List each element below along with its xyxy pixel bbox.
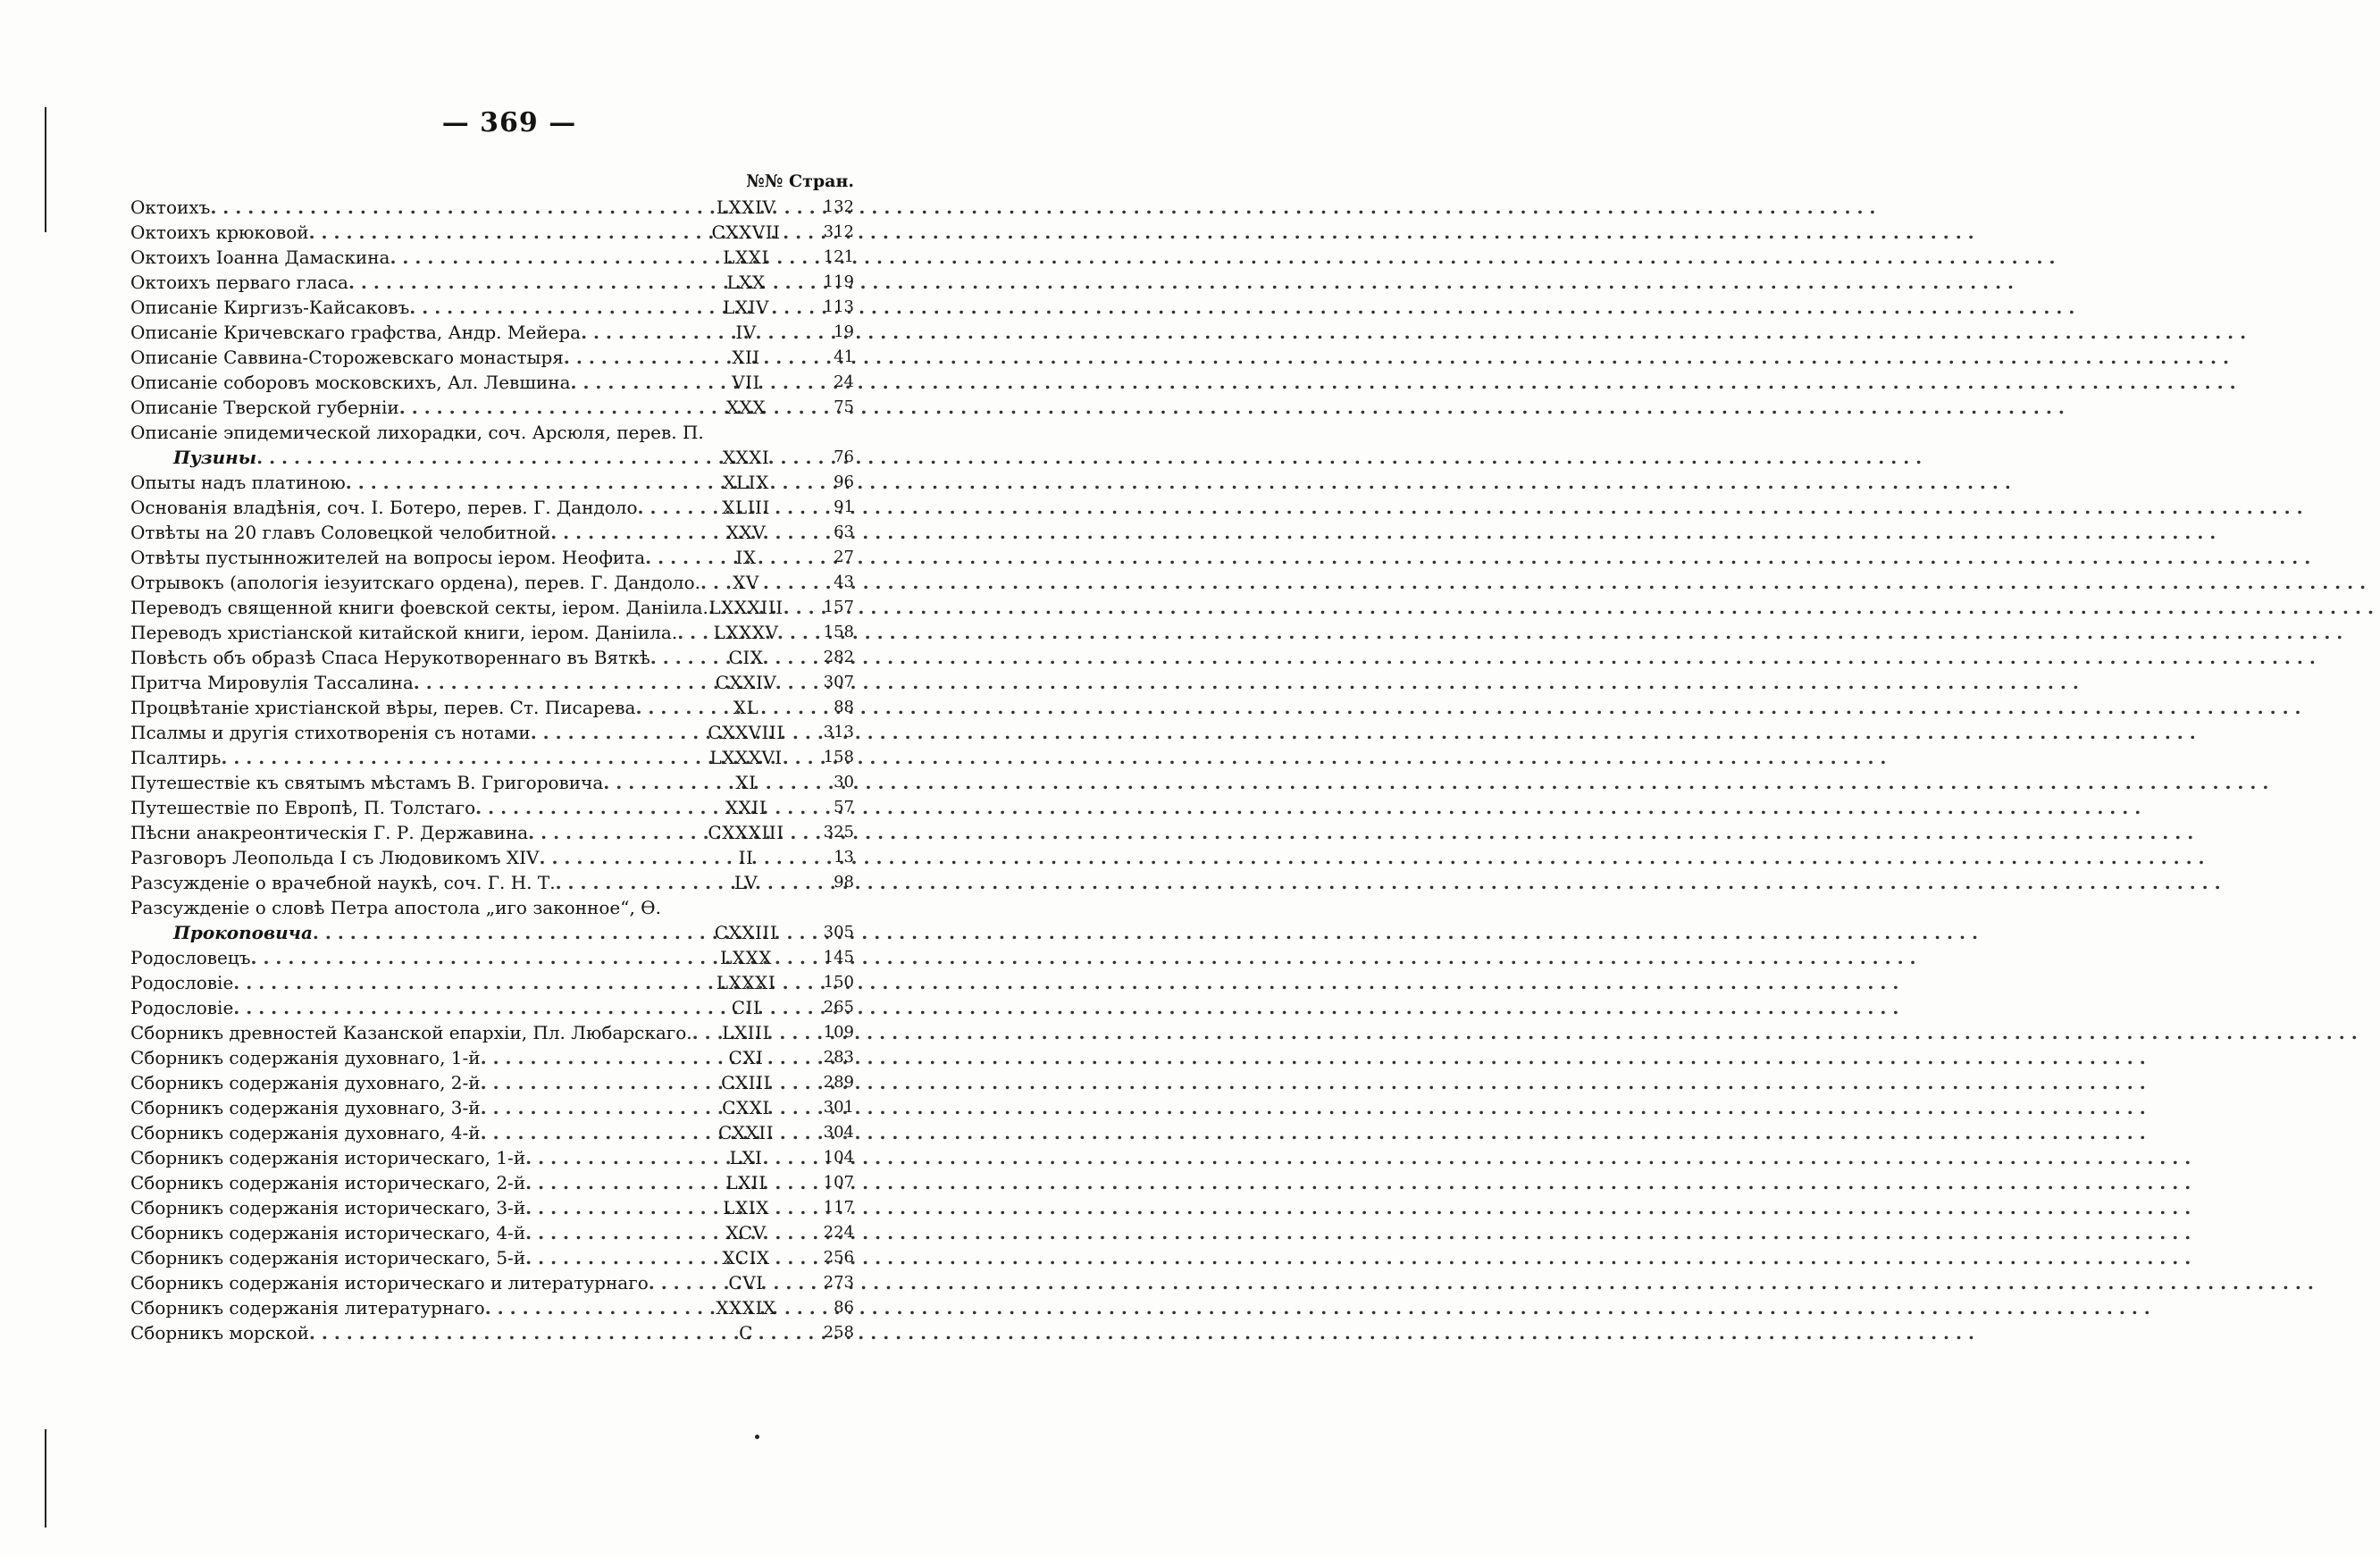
entry-number: XCIX [722, 1247, 770, 1268]
entry-title-wrap [130, 495, 688, 520]
index-entry [130, 745, 854, 770]
entry-title-wrap [130, 1220, 688, 1245]
entry-title-wrap [130, 895, 688, 945]
entry-number: LXXI [723, 247, 769, 268]
entry-continuation-line [130, 920, 684, 945]
index-entry [130, 695, 854, 720]
index-entry [130, 345, 854, 370]
entry-page: 113 [823, 297, 854, 316]
index-entry [130, 970, 854, 995]
entry-title: Переводъ христіанской китайской книги, іером. Даніила. [130, 622, 678, 643]
entry-title-wrap [130, 1195, 688, 1220]
index-entry [130, 845, 854, 870]
dot-leader [250, 945, 1922, 970]
entry-title-wrap [130, 770, 688, 795]
entry-title-wrap [130, 1245, 688, 1270]
entry-title: Отвѣты на 20 главъ Соловецкой челобитной [130, 522, 551, 543]
entry-page: 109 [823, 1023, 854, 1042]
dot-leader [649, 1270, 2320, 1295]
entry-number: IV [735, 322, 757, 343]
page-number: — 369 — [441, 107, 577, 138]
entry-number: CII [731, 997, 761, 1018]
entry-number: CXXVIII [708, 722, 784, 743]
entry-number: XXX [725, 397, 767, 418]
entry-number: LXX [726, 272, 766, 293]
entry-title: Описаніе Саввина-Сторожевскаго монастыря [130, 347, 564, 368]
entry-number: LXIII [722, 1022, 770, 1043]
index-entry [130, 520, 854, 545]
entry-title: Переводъ священной книги фоевской секты, іером. Даніила. [130, 597, 708, 618]
entry-page: 104 [823, 1148, 854, 1167]
entry-page: 57 [834, 798, 854, 816]
entry-page: 265 [823, 998, 854, 1017]
index-entry [130, 1320, 854, 1345]
entry-number: CXXVII [711, 222, 781, 243]
index-entry [130, 1045, 854, 1070]
entry-page: 96 [834, 473, 854, 491]
entry-page: 107 [823, 1173, 854, 1192]
entry-page: 63 [834, 523, 854, 541]
entry-number: C [739, 1322, 753, 1344]
entry-title: Сборникъ содержанія историческаго и литературнаго [130, 1272, 649, 1293]
entry-page: 75 [834, 398, 854, 416]
entry-title: Псалтирь [130, 747, 222, 768]
index-entry [130, 820, 854, 845]
entry-title-wrap [130, 1170, 688, 1195]
entry-page: 289 [823, 1073, 854, 1092]
entry-title-wrap [130, 320, 688, 345]
entry-title: Октоихъ крюковой [130, 222, 309, 243]
entry-page: 283 [823, 1048, 854, 1067]
entry-page: 30 [834, 773, 854, 791]
entry-number: XXV [725, 522, 767, 543]
entry-page: 325 [823, 823, 854, 841]
entry-page: 91 [834, 498, 854, 516]
index-entry [130, 395, 854, 420]
entry-title: Сборникъ содержанія историческаго, 5-й [130, 1247, 526, 1268]
entry-title-wrap [130, 395, 688, 420]
entry-number: CXXXIII [708, 822, 784, 843]
entry-title: Сборникъ содержанія историческаго, 3-й [130, 1197, 526, 1218]
entry-title-wrap [130, 645, 688, 670]
entry-title: Родословіе [130, 997, 234, 1018]
index-entry [130, 620, 854, 645]
entry-title-wrap [130, 1045, 688, 1070]
entry-page: 117 [823, 1198, 854, 1217]
entry-title-wrap [130, 1020, 692, 1045]
entry-page: 98 [834, 873, 854, 892]
dot-leader [677, 620, 2349, 645]
index-entry [130, 470, 854, 495]
entry-title-wrap [130, 420, 704, 470]
entry-number: LXIX [723, 1197, 769, 1218]
entry-number: LXII [725, 1172, 767, 1193]
entry-number: LV [733, 872, 758, 893]
entry-page: 43 [834, 573, 854, 591]
entry-title: Сборникъ содержанія духовнаго, 4-й [130, 1122, 481, 1143]
index-entry [130, 995, 854, 1020]
entry-title: Псалмы и другія стихотворенія съ нотами [130, 722, 531, 743]
entry-title-wrap [130, 195, 688, 220]
entry-page: 41 [834, 347, 854, 366]
entry-number: CIX [728, 647, 764, 668]
entry-number: CXXI [722, 1097, 770, 1118]
dot-leader [635, 695, 2307, 720]
index-entry [130, 420, 854, 470]
entry-title-wrap [130, 595, 708, 620]
entry-number: LXXXIII [708, 597, 784, 618]
entry-number: CVI [728, 1272, 764, 1293]
entry-number: XCV [725, 1222, 767, 1243]
entry-number: CXI [728, 1047, 764, 1068]
index-entry [130, 1195, 854, 1220]
index-entry [130, 1020, 854, 1045]
index-entry [130, 895, 854, 945]
entry-number: CXXIV [715, 672, 777, 693]
ink-spot [755, 1435, 759, 1439]
dot-leader [233, 970, 1905, 995]
entry-title-wrap [130, 370, 688, 395]
entry-page: 157 [823, 598, 854, 616]
entry-number: CXXIII [714, 922, 778, 943]
entry-title-wrap [130, 995, 688, 1020]
index-entry [130, 945, 854, 970]
entry-page: 132 [823, 197, 854, 216]
entry-number: XXXIX [716, 1297, 776, 1318]
entry-title: Описаніе Кричевскаго графства, Андр. Мейера [130, 322, 582, 343]
entry-title-wrap [130, 345, 688, 370]
entry-page: 224 [823, 1223, 854, 1242]
entry-number: LXXIV [716, 197, 776, 218]
index-entry [130, 570, 854, 595]
dot-leader [348, 270, 2020, 295]
entry-page: 119 [823, 272, 854, 291]
entry-page: 258 [823, 1323, 854, 1342]
dot-leader [233, 995, 1905, 1020]
entry-title-wrap [130, 1270, 688, 1295]
entry-number: XI [735, 772, 757, 793]
dot-leader [346, 470, 2017, 495]
entry-title: Разговоръ Леопольда I съ Людовикомъ XIV [130, 847, 540, 868]
dot-leader [638, 495, 2309, 520]
entry-title: Путешествіе по Европѣ, П. Толстаго [130, 797, 476, 818]
entry-number: CXIII [721, 1072, 771, 1093]
entry-title: Притча Мировулія Тассалина [130, 672, 414, 693]
entry-page: 121 [823, 247, 854, 266]
entry-title: Сборникъ содержанія историческаго, 1-й [130, 1147, 526, 1168]
entry-title: Разсужденіе о словѣ Петра апостола „иго законное“, Ѳ. [130, 897, 661, 918]
entry-number: XLIII [722, 497, 770, 518]
entry-page: 313 [823, 723, 854, 741]
entry-title-wrap [130, 970, 688, 995]
dot-leader [414, 670, 2085, 695]
entry-title: Октоихъ [130, 197, 211, 218]
index-entry [130, 670, 854, 695]
entry-title-wrap [130, 245, 688, 270]
index-entry [130, 1120, 854, 1145]
index-entry [130, 770, 854, 795]
index-entry [130, 1145, 854, 1170]
entry-title: Отвѣты пустынножителей на вопросы іером. Неофита [130, 547, 646, 568]
dot-leader [645, 545, 2317, 570]
entry-page: 150 [823, 973, 854, 992]
entry-page: 305 [823, 923, 854, 942]
entry-title-wrap [130, 1145, 688, 1170]
entry-title-wrap [130, 820, 688, 845]
entry-title: Процвѣтаніе христіанской вѣры, перев. Ст. Писарева [130, 697, 636, 718]
entry-title-wrap [130, 695, 688, 720]
entry-page: 256 [823, 1248, 854, 1267]
index-entry [130, 795, 854, 820]
index-entry [130, 870, 854, 895]
entry-title-wrap [130, 945, 688, 970]
entry-number: LXXXV [713, 622, 779, 643]
entry-title: Путешествіе къ святымъ мѣстамъ В. Григоровича [130, 772, 604, 793]
entry-title-wrap [130, 1295, 688, 1320]
dot-leader [221, 745, 1892, 770]
entry-title-wrap [130, 1120, 688, 1145]
dot-leader [399, 395, 2071, 420]
entry-number: II [738, 847, 754, 868]
entry-title: Октоихъ перваго гласа [130, 272, 348, 293]
entry-number: VII [732, 372, 760, 393]
entry-title-wrap [130, 295, 688, 320]
entry-title-wrap [130, 220, 688, 245]
left-margin-rule [45, 107, 46, 232]
entry-number: CXXII [717, 1122, 775, 1143]
entry-title-wrap [130, 1095, 688, 1120]
entry-title-wrap [130, 745, 688, 770]
entry-title: Родословецъ [130, 947, 251, 968]
entry-title: Сборникъ морской [130, 1322, 309, 1344]
entry-title: Октоихъ Іоанна Дамаскина [130, 247, 390, 268]
entry-title-continuation: Прокоповича [173, 922, 313, 943]
entry-title: Сборникъ содержанія историческаго, 4-й [130, 1222, 526, 1243]
index-entry [130, 1295, 854, 1320]
index-entry [130, 720, 854, 745]
entry-continuation-line [130, 445, 684, 470]
entry-page: 273 [823, 1273, 854, 1292]
entry-page: 76 [834, 448, 854, 466]
entry-page: 145 [823, 948, 854, 967]
entry-title: Сборникъ древностей Казанской епархіи, Пл. Любарскаго. [130, 1022, 692, 1043]
entry-title: Описаніе соборовъ московскихъ, Ал. Левшина [130, 372, 571, 393]
index-entry [130, 270, 854, 295]
entry-page: 301 [823, 1098, 854, 1117]
dot-leader [390, 245, 2061, 270]
entry-title-wrap [130, 620, 688, 645]
entry-title: Сборникъ содержанія литературнаго [130, 1297, 485, 1318]
dot-leader [309, 1320, 1981, 1345]
entry-number: XL [733, 697, 759, 718]
entry-title: Родословіе [130, 972, 234, 993]
entry-title: Сборникъ содержанія духовнаго, 1-й [130, 1047, 481, 1068]
entry-number: XII [732, 347, 760, 368]
entry-title: Сборникъ содержанія историческаго, 2-й [130, 1172, 526, 1193]
index-entry [130, 645, 854, 670]
entry-number: XXII [725, 797, 767, 818]
entry-number: LXIV [723, 297, 769, 318]
entry-title: Сборникъ содержанія духовнаго, 2-й [130, 1072, 481, 1093]
dot-leader [210, 195, 1881, 220]
entry-page: 307 [823, 673, 854, 691]
entry-number: LXI [729, 1147, 763, 1168]
entry-title-wrap [130, 520, 688, 545]
entry-page: 88 [834, 698, 854, 716]
entry-title: Разсужденіе о врачебной наукѣ, соч. Г. Н. Т. [130, 872, 556, 893]
entry-number: LXXXVI [709, 747, 783, 768]
index-entry [130, 320, 854, 345]
entry-title: Опыты надъ платиною [130, 472, 346, 493]
index-entry [130, 245, 854, 270]
entry-title: Сборникъ содержанія духовнаго, 3-й [130, 1097, 481, 1118]
entry-page: 24 [834, 373, 854, 391]
entry-title-wrap [130, 270, 688, 295]
dot-leader [256, 445, 1928, 470]
index-entry [130, 1220, 854, 1245]
dot-leader [692, 1020, 2364, 1045]
entry-title: Описаніе Киргизъ-Кайсаковъ [130, 297, 410, 318]
dot-leader [409, 295, 2081, 320]
index-entry [130, 195, 854, 220]
dot-leader [700, 570, 2372, 595]
entry-title: Описаніе Тверской губерніи [130, 397, 399, 418]
index-entry [130, 1245, 854, 1270]
entry-title: Описаніе эпидемической лихорадки, соч. Арсюля, перев. П. [130, 422, 704, 443]
entry-title: Пѣсни анакреонтическія Г. Р. Державина [130, 822, 529, 843]
entry-number: IX [735, 547, 757, 568]
entry-title-wrap [130, 470, 688, 495]
dot-leader [313, 920, 1984, 945]
entry-title-continuation: Пузины [173, 447, 257, 468]
entry-page: 158 [823, 748, 854, 766]
entry-page: 304 [823, 1123, 854, 1142]
index-entry [130, 1070, 854, 1095]
entry-number: XV [733, 572, 759, 593]
entry-title-wrap [130, 845, 688, 870]
entry-number: LXXXI [716, 972, 776, 993]
entry-title-wrap [130, 870, 688, 895]
dot-leader [309, 220, 1981, 245]
entry-title: Отрывокъ (апологія іезуитскаго ордена), перев. Г. Дандоло. [130, 572, 701, 593]
entry-title-wrap [130, 545, 688, 570]
dot-leader [650, 645, 2322, 670]
entry-number: LXXX [720, 947, 772, 968]
entry-page: 19 [834, 322, 854, 341]
column-header: №№ Стран. [746, 172, 854, 191]
index-entry [130, 1170, 854, 1195]
entry-page: 158 [823, 623, 854, 641]
entry-page: 27 [834, 548, 854, 566]
entry-page: 312 [823, 222, 854, 241]
entry-page: 282 [823, 648, 854, 666]
entry-title-wrap [130, 670, 688, 695]
index-entry [130, 495, 854, 520]
left-margin-rule [45, 1429, 46, 1528]
index-entry [130, 1095, 854, 1120]
dot-leader [708, 595, 2380, 620]
entry-title-wrap [130, 720, 688, 745]
entry-title: Основанія владѣнія, соч. І. Ботеро, перев. Г. Дандоло [130, 497, 638, 518]
index-entry [130, 295, 854, 320]
entry-page: 86 [834, 1298, 854, 1317]
index-entry [130, 370, 854, 395]
index-entry [130, 1270, 854, 1295]
index-entry [130, 545, 854, 570]
entry-title-wrap [130, 570, 701, 595]
entry-number: XXXI [722, 447, 770, 468]
entry-title-wrap [130, 1320, 688, 1345]
entry-number: XLIX [723, 472, 769, 493]
entry-page: 13 [834, 848, 854, 866]
index-list [130, 195, 854, 1345]
index-entry [130, 220, 854, 245]
entry-title-wrap [130, 795, 688, 820]
entry-title-wrap [130, 1070, 688, 1095]
entry-title: Повѣсть объ образѣ Спаса Нерукотвореннаго въ Вяткѣ [130, 647, 650, 668]
index-entry [130, 595, 854, 620]
